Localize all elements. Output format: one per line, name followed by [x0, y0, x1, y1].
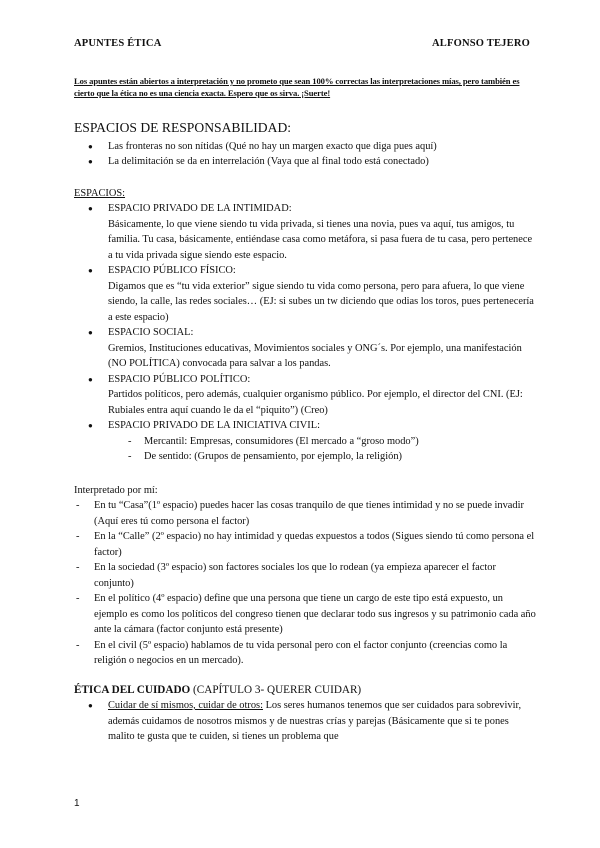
etica-list [74, 698, 536, 745]
espacio-text: Gremios, Instituciones educativas, Movimientos sociales y ONG´s. Por ejemplo, una manifestación (NO POLÍTICA) convocada para salvar a los pandas. [108, 342, 522, 369]
page-number: 1 [74, 798, 80, 809]
espacio-item [74, 372, 536, 419]
list-item: - En tu “Casa”(1º espacio) puedes hacer las cosas tranquilo de que tienes intimidad y no se puede invadir (Aquí eres tú como persona el factor) [74, 498, 536, 529]
disclaimer: Los apuntes están abiertos a interpretación y no prometo que sean 100% correctas las interpretaciones mías, pero también es cierto que la ética no es una ciencia exacta. Espero que os sirva. ¡Suerte! [74, 76, 520, 98]
espacios-list [74, 201, 536, 434]
document-body [74, 120, 536, 745]
espacio-heading: ● ESPACIO PRIVADO DE LA INICIATIVA CIVIL: [108, 420, 320, 431]
header-author: ALFONSO TEJERO [431, 38, 530, 49]
header-course-title: APUNTES ÉTICA [74, 38, 162, 49]
list-item: ● Las fronteras no son nítidas (Qué no hay un margen exacto que diga pues aquí) [74, 139, 536, 155]
list-item [74, 698, 536, 745]
espacio-heading: ● ESPACIO PÚBLICO POLÍTICO: [108, 373, 251, 385]
espacio-item [74, 263, 536, 325]
list-item: - En el civil (5º espacio) hablamos de tu vida personal pero con el factor conjunto (creencias como la religión o negocios en un mercado). [74, 638, 536, 669]
interpretation-intro: Interpretado por mí: [74, 484, 158, 496]
list-item: ● La delimitación se da en interrelación (Vaya que al final todo está conectado) [74, 154, 536, 170]
etica-title-bold: ÉTICA DEL CUIDADO [74, 683, 191, 696]
espacio-text: Digamos que es “tu vida exterior” sigue siendo tu vida como persona, pero para afuera, lo que viene siendo, la calle, las redes sociales… (EJ: si subes un tw diciendo que odias los toros, pues pertenecería a este espacio) [108, 280, 534, 323]
espacio-item [74, 325, 536, 372]
civil-sublist [126, 434, 536, 465]
list-item: - En la “Calle” (2º espacio) no hay intimidad y quedas expuestos a todos (Sigues siendo tú como persona el factor) [74, 529, 536, 560]
espacio-item [74, 418, 536, 434]
etica-title-rest: (CAPÍTULO 3- QUERER CUIDAR) [190, 683, 362, 696]
espacio-text: Básicamente, lo que viene siendo tu vida privada, si tienes una novia, pues va aquí, tus amigos, tu familia. Tu casa, básicamente, entiéndase casa como metáfora, si pasa fuera de tu casa, pero pertenece a tu vida privada sigue siendo este espacio. [108, 218, 533, 261]
interpretation-list [74, 498, 536, 669]
section-title-espacios: ESPACIOS: [74, 187, 126, 199]
etica-bullet-lead: Cuidar de sí mismos, cuidar de otros: [108, 700, 263, 711]
section-title-responsabilidad: ESPACIOS DE RESPONSABILIDAD: [74, 120, 292, 135]
responsabilidad-list [74, 139, 536, 170]
espacio-heading: ● ESPACIO PRIVADO DE LA INTIMIDAD: [108, 203, 292, 214]
espacio-heading: ● ESPACIO SOCIAL: [108, 327, 194, 338]
list-item: - Mercantil: Empresas, consumidores (El mercado a “groso modo”) [126, 434, 536, 450]
etica-bullet-text: Los seres humanos tenemos que ser cuidados para sobrevivir, además cuidamos de nosotros mismos y de nuestras crías y parejas (Básicamente que si te pones malito te gusta que te cuiden, si tienes un problema que [108, 700, 522, 742]
section-title-etica [74, 683, 536, 699]
espacio-text: Partidos políticos, pero además, cualquier organismo público. Por ejemplo, el director del CNI. (EJ: Rubiales entra aquí cuando le da el “piquito”) (Creo) [108, 389, 523, 416]
espacio-item [74, 201, 536, 263]
list-item: - De sentido: (Grupos de pensamiento, por ejemplo, la religión) [126, 449, 536, 465]
list-item: - En el político (4º espacio) define que una persona que tiene un cargo de este tipo está expuesto, un ejemplo es como los políticos del congreso tienen que declarar todo sus ingresos y su patrimonio cada año ante la cámara (factor conjunto está presente) [74, 591, 536, 638]
espacio-heading: ● ESPACIO PÚBLICO FÍSICO: [108, 265, 236, 276]
list-item: - En la sociedad (3º espacio) son factores sociales los que lo rodean (ya empieza aparecer el factor conjunto) [74, 560, 536, 591]
